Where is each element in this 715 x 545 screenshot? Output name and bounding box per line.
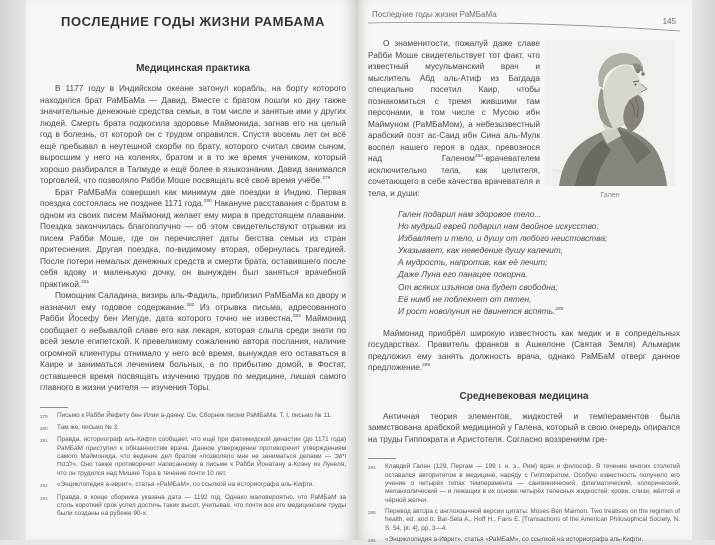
footnote-number: 282 bbox=[40, 483, 48, 489]
footnote bbox=[40, 494, 346, 519]
scan-edge-left bbox=[0, 0, 26, 540]
footnote-text: «Энциклопедия а-Иврит», статья «РаМБаМ», со ссылкой на историографа аль-Кифти. bbox=[385, 536, 644, 544]
scan-edge-right bbox=[692, 0, 715, 540]
footnote-marker: 281 bbox=[81, 279, 90, 285]
right-page-footnotes bbox=[368, 463, 680, 545]
poem-line: Даже Луна его панацее покорна, bbox=[398, 269, 528, 280]
poem-line: От всяких изъянов она будет свободна; bbox=[398, 281, 558, 292]
intro-column bbox=[368, 38, 540, 199]
poem-line: Избавляет и тело, и душу от любого неистовства; bbox=[398, 233, 608, 244]
paragraph: Античная теория элементов, жидкостей и темпераментов была заимствована арабской медициной у Галена, который в свою очередь опирался на труды Гиппократа и Аристотеля. Согласно воззрениям гре- bbox=[368, 410, 680, 444]
header-rule bbox=[368, 20, 680, 34]
running-header bbox=[368, 0, 680, 36]
poem-line: Гален подарил нам здоровое тело... bbox=[398, 209, 542, 219]
footnote-marker: 285 bbox=[555, 306, 564, 312]
footnote-text: Правда, в конце сборника указана дата — 1192 год. Однако маловероятно, что РаМБаМ за столь короткий срок успел достичь таких высот, учитывая, что почти все его медицинские труды были созданы на рубеже 90-х. bbox=[57, 493, 346, 518]
footnote-number: 280 bbox=[40, 425, 48, 431]
footnote bbox=[368, 536, 680, 545]
footnote-number: 286 bbox=[368, 538, 376, 544]
footnote-marker: 279 bbox=[322, 176, 331, 182]
footnote-number: 281 bbox=[40, 438, 48, 444]
galen-portrait-image bbox=[545, 40, 675, 191]
footnote-number: 279 bbox=[40, 413, 48, 419]
footnote-number: 284 bbox=[368, 465, 376, 471]
section-heading-medical-practice: Медицинская практика bbox=[136, 63, 250, 74]
footnote-marker: 280 bbox=[203, 199, 212, 205]
left-page-body bbox=[40, 83, 346, 394]
footnote-divider bbox=[368, 458, 396, 459]
footnote bbox=[40, 424, 346, 433]
footnote-marker: 283 bbox=[292, 314, 301, 320]
left-page-footnotes bbox=[40, 412, 346, 519]
footnote-text: Клавдий Гален (129, Пергам — 199 г. н. э., Рим) врач и философ. В течение многих столетий оставался авторитетом в медицине, наряду с Гиппократом. Особую известность получило его учение о четырёх типах темперамента — сангвинический, флегматический, холерический, меланхолический — и лежащих в их основе четырёх телесных жидкостей: крови, слизи, жёлтой и чёрной желчи. bbox=[385, 463, 680, 504]
footnote bbox=[368, 463, 680, 504]
footnote-number: 285 bbox=[368, 510, 376, 516]
footnote bbox=[40, 481, 346, 490]
right-page bbox=[356, 0, 692, 544]
chapter-title: ПОСЛЕДНИЕ ГОДЫ ЖИЗНИ РАМБАМА bbox=[61, 14, 325, 29]
poem-line: И рост новолуния не двинется вспять.$^{285}$ bbox=[398, 305, 564, 316]
footnote-divider bbox=[40, 407, 68, 408]
poem-line: Её нимб не поблекнет от пятен, bbox=[398, 293, 532, 304]
galen-portrait bbox=[540, 38, 680, 199]
footnote-text: Письмо к Рабби Йефету бен Илии а-даяну. См. Сборник писем РаМБаМа. Т. I, письмо № 11. bbox=[57, 411, 332, 419]
galen-poem bbox=[398, 208, 680, 317]
footnote-text: Правда, историограф аль-Кифти сообщает, что ещё при фатимидской династии (до 1171 года) РаМБаМ приступил к обязанностям врача. Данное утверждение противоречит утверждениям самого Маймонида, что ведение дел братом «позволяло мне не заниматься делами — וישב לבטח». Оно также противоречит написанному в письме к Рабби Йонатану а-Коэну из Лунеля, что он трудился над Мишне Тора в течение почти 10 лет. bbox=[57, 436, 346, 477]
paragraph: В 1177 году в Индийском океане затонул корабль, на борту которого находился брат РаМБаМа — Давид. Вместе с братом пошли ко дну также значительные денежные средства семьи, в том числе и занятые ими у других людей. Смерть брата подкосила здоровье Маймонида, загнав его на целый год в болезнь, от которой он с трудом оправился. Спустя восемь лет он всё ещё пребывал в неутешной скорби по брату, которого считал своим сыном, выросшим у него на коленях, братом и в то же время учеником, который хорошо разбирался в Талмуде и ещё более в языкознании. Давид занимался торговлей, что позволяло Рабби Моше посвящать всё своё время учёбе.$^{279}$ bbox=[40, 83, 346, 185]
footnote-marker: 286 bbox=[422, 363, 431, 369]
poem-line: Но мудрый еврей подарил нам двойное искусство: bbox=[398, 221, 599, 232]
footnote bbox=[40, 412, 346, 421]
page-number: 145 bbox=[662, 17, 676, 26]
footnote bbox=[40, 436, 346, 477]
running-header-title: Последние годы жизни РаМБаМа bbox=[372, 10, 497, 19]
footnote-marker: 284 bbox=[474, 154, 483, 160]
after-poem-paragraph-block bbox=[368, 328, 680, 374]
footnote-text: «Энциклопедия а-иврит», статья «РаМБаМ», со ссылкой на историографа аль-Кифти. bbox=[57, 481, 315, 489]
footnote-text: Перевод автора с англоязычной версии цитаты: Moses Ben Maimon. Two treatises on the regimen of health, ed. and tr. Bar-Sela A., Hoff H., Faris E. [Transactions of the American Philosophical Society, N. S. 54, pt. 4], pp. 3—4. bbox=[385, 508, 680, 532]
footnote-number: 283 bbox=[40, 495, 48, 501]
left-page bbox=[26, 0, 356, 540]
poem-line: А мудрость, напротив, как её лечит; bbox=[398, 257, 548, 268]
poem-line: Указывает, как неведение душу калечит, bbox=[398, 245, 563, 256]
paragraph: О знаменитости, пожалуй даже славе Рабби Моше свидетельствует тот факт, что известный мусульманский врач и мыслитель Абд аль-Атиф из Багдада специально посетил Каир, чтобы познакомиться с тремя жившими там персонами, в том числе с Мусою ибн Маймуном (РаМБаМом), а небезызвестный арабский поэт ас-Саид ибн Сина аль-Мулк воспел нашего героя в одах, превознося над Галеном$^{284}$-врачевателем исключительно тела, как целителя, сочетающего в себе качества врачевателя и тела, и души: bbox=[368, 38, 540, 198]
footnote-text: Там же, письмо № 3. bbox=[57, 423, 119, 431]
footnote bbox=[368, 508, 680, 533]
paragraph: Брат РаМБаМа совершил как минимум две поездки в Индию. Первая поездка состоялась не позднее 1171 года.$^{280}$ Накануне расставания с братом в одном из своих писем Маймонид желает ему мира в предстоящем плавании. Поездка закончилась благополучно — об этом свидетельствуют отрывки из писем Рабби Моше, где он перечисляет даты бегства семьи из стран притеснения. Другая поездка, по-видимому вторая, обернулась трагедией. После потери немалых денежных средств и смерти брата, оставившего после себя вдову и маленькую дочку, он вынужден был заняться врачебной практикой.$^{281}$ bbox=[40, 186, 346, 289]
medieval-medicine-paragraph-block bbox=[368, 411, 680, 446]
section-heading-medieval-medicine: Средневековая медицина bbox=[459, 390, 589, 402]
footnote-marker: 282 bbox=[186, 302, 195, 308]
paragraph: Помощник Саладина, визирь аль-Фадиль, приблизил РаМБаМа ко двору и назначил ему годовое содержание.$^{282}$ Из отрывка письма, адресованного Рабби Йосефу бен Иегуде, дата которого точно не известна,$^{283}$ Маймонид сообщает о небывалой славе его как лекаря, которая слыла среди знати по всей земле египетской. К превеликому сожалению автора послания, наличие огромной клиентуры отнимало у него всё время, вынуждая его оставаться в Каире и заниматься лечением больных, а по прибытию домой, в Фостат, оставшееся время посвящать изучению трудов по медицине, лишая самого главного в жизни учителя — изучения Торы. bbox=[40, 290, 347, 392]
portrait-caption: Гален bbox=[600, 192, 620, 199]
paragraph: Маймонид приобрёл широкую известность как медик и в сопредельных государствах. Правитель франков в Ашкелоне (Святая Земля) Альмарик предложил ему занять должность врача, однако РаМБаМ отверг данное предложение.$^{286}$ bbox=[368, 327, 680, 373]
